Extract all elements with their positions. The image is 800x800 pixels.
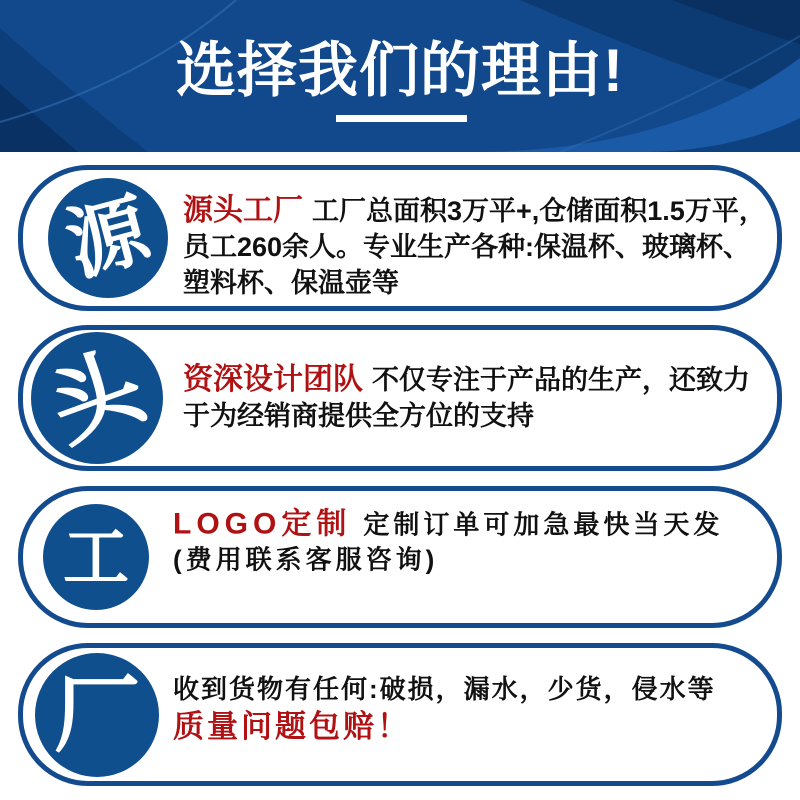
badge-circle-chang xyxy=(35,653,159,777)
card-heading: 质量问题包赔！ xyxy=(173,708,411,744)
card-text-design-team xyxy=(183,362,750,434)
reason-card-quality-guarantee xyxy=(18,643,782,786)
reason-card-logo-custom xyxy=(18,486,782,628)
badge-circle-tou xyxy=(31,332,163,464)
text-line xyxy=(183,193,766,229)
card-text-logo-custom xyxy=(173,507,723,578)
text-line: 塑料杯、保温壶等 xyxy=(183,268,399,298)
reason-card-design-team xyxy=(18,325,782,471)
badge-character-gong: 工 xyxy=(63,520,129,594)
card-heading: LOGO定制 xyxy=(173,507,352,541)
text-line xyxy=(183,362,750,398)
card-heading: 源头工厂 xyxy=(183,194,303,227)
text-line: 员工260余人。专业生产各种:保温杯、玻璃杯、 xyxy=(183,232,751,262)
title-underline xyxy=(336,115,467,122)
badge-character-yuan: 源 xyxy=(57,184,159,291)
text-line: 于为经销商提供全方位的支持 xyxy=(183,401,534,431)
card-heading: 资深设计团队 xyxy=(183,363,363,396)
header-banner xyxy=(0,0,800,152)
card-text-quality-guarantee xyxy=(173,672,716,746)
body-text: 不仅专注于产品的生产，还致力 xyxy=(372,365,750,395)
reason-card-source-factory xyxy=(18,165,782,311)
text-line: (费用联系客服咨询) xyxy=(173,544,439,575)
badge-character-chang: 厂 xyxy=(54,666,140,763)
page-title: 选择我们的理由! xyxy=(176,37,624,104)
body-text: 定制订单可加急最快当天发 xyxy=(363,509,724,540)
text-line xyxy=(173,507,723,543)
badge-character-tou: 头 xyxy=(37,335,157,461)
badge-circle-gong xyxy=(43,504,149,610)
card-text-source-factory xyxy=(183,193,766,301)
body-text: 工厂总面积3万平+,仓储面积1.5万平， xyxy=(312,196,766,226)
badge-circle-yuan xyxy=(48,178,168,298)
text-line: 收到货物有任何:破损，漏水，少货，侵水等 xyxy=(173,673,716,704)
